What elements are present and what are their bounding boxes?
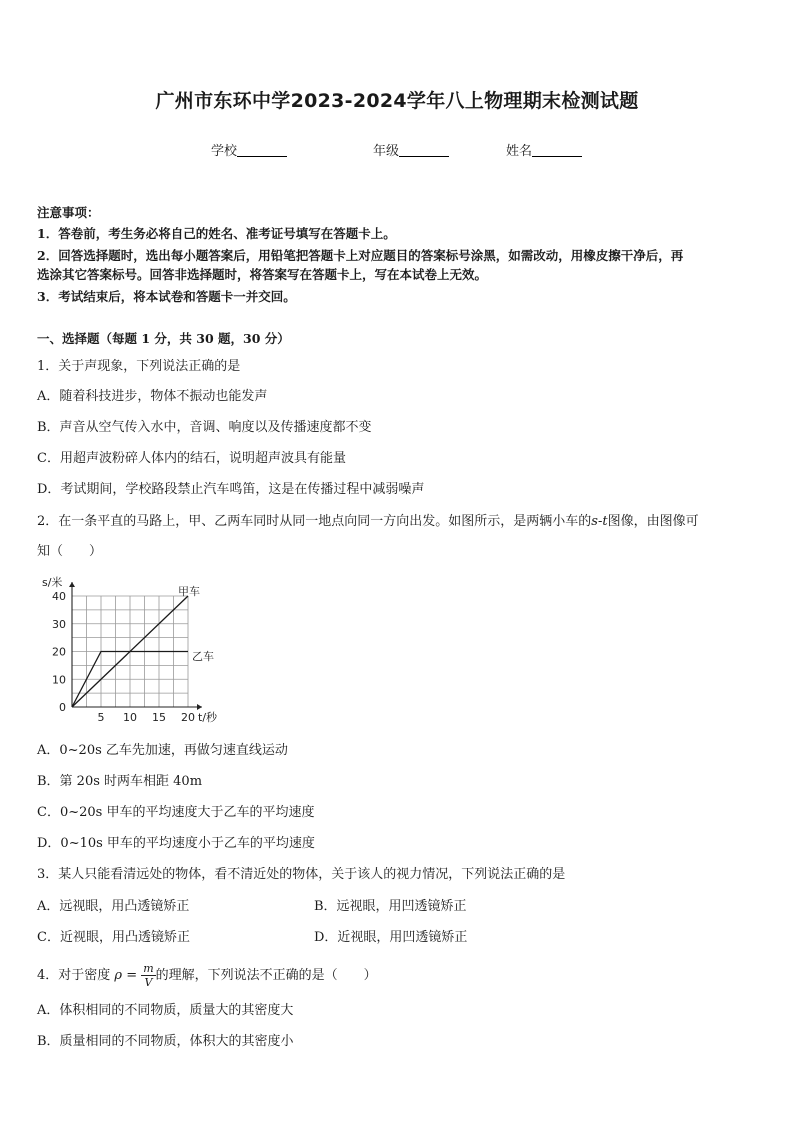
q4-option-a[interactable]: A．体积相同的不同物质，质量大的其密度大 (37, 1003, 294, 1018)
section-heading: 一、选择题（每题 1 分，共 30 题，30 分） (37, 331, 290, 346)
grade-label: 年级 (373, 144, 400, 159)
notes-item: 2．回答选择题时，选出每小题答案后，用铅笔把答题卡上对应题目的答案标号涂黑，如需改动，用橡皮擦干净后，再 (37, 248, 684, 263)
q1-option-b[interactable]: B．声音从空气传入水中，音调、响度以及传播速度都不变 (37, 420, 372, 435)
st-graph (36, 574, 236, 729)
q2-option-c[interactable]: C．0~20s 甲车的平均速度大于乙车的平均速度 (37, 805, 315, 820)
q2-stem-cont: 知（ ） (37, 544, 103, 559)
q4-stem (37, 962, 377, 989)
q3-option-d[interactable]: D．近视眼，用凹透镜矫正 (314, 930, 468, 945)
name-label: 姓名 (506, 144, 533, 159)
name-field (506, 140, 582, 159)
y-tick-label: 40 (52, 590, 66, 603)
q1-option-d[interactable]: D．考试期间，学校路段禁止汽车鸣笛，这是在传播过程中减弱噪声 (37, 482, 425, 497)
y-axis-label: s/米 (42, 576, 63, 589)
series-label-jia: 甲车 (178, 585, 200, 598)
q1-stem: 1．关于声现象，下列说法正确的是 (37, 359, 241, 374)
y-tick-label: 10 (52, 673, 66, 687)
y-axis-arrow (69, 582, 75, 587)
q3-stem: 3．某人只能看清远处的物体，看不清近处的物体，关于该人的视力情况，下列说法正确的是 (37, 867, 566, 882)
q3-option-a[interactable]: A．远视眼，用凸透镜矫正 (37, 899, 190, 914)
q3-option-c[interactable]: C．近视眼，用凸透镜矫正 (37, 930, 190, 945)
y-tick-label: 0 (59, 701, 66, 714)
q3-option-b[interactable]: B．远视眼，用凹透镜矫正 (314, 899, 467, 914)
notes-item: 选涂其它答案标号。回答非选择题时，将答案写在答题卡上，写在本试卷上无效。 (37, 267, 488, 282)
q2-stem-text: 2．在一条平直的马路上，甲、乙两车同时从同一地点向同一方向出发。如图所示，是两辆小车的 (37, 514, 592, 529)
q4-stem-suffix: 的理解，下列说法不正确的是（ ） (155, 968, 377, 983)
notes-item: 3．考试结束后，将本试卷和答题卡一并交回。 (37, 289, 296, 304)
fraction-numerator: m (143, 962, 154, 975)
q2-st-variable: s-t (591, 514, 608, 529)
x-axis-arrow (197, 704, 202, 710)
x-tick-label: 15 (152, 711, 166, 724)
q2-option-a[interactable]: A．0~20s 乙车先加速，再做匀速直线运动 (37, 743, 288, 758)
grade-blank[interactable] (399, 142, 449, 157)
school-blank[interactable] (237, 142, 287, 157)
q4-option-b[interactable]: B．质量相同的不同物质，体积大的其密度小 (37, 1034, 294, 1049)
density-symbol: ρ = (114, 968, 138, 983)
page-title: 广州市东环中学2023-2024学年八上物理期末检测试题 (155, 90, 639, 112)
x-axis-label: t/秒 (198, 711, 218, 724)
q2-option-d[interactable]: D．0~10s 甲车的平均速度小于乙车的平均速度 (37, 836, 315, 851)
q2-option-b[interactable]: B．第 20s 时两车相距 40m (37, 774, 203, 789)
notes-heading: 注意事项： (37, 205, 100, 220)
q1-option-c[interactable]: C．用超声波粉碎人体内的结石，说明超声波具有能量 (37, 451, 346, 466)
density-fraction (141, 962, 155, 989)
fraction-denominator: V (144, 976, 153, 989)
notes-item: 1．答卷前，考生务必将自己的姓名、准考证号填写在答题卡上。 (37, 226, 396, 241)
x-tick-label: 20 (181, 711, 195, 724)
q2-stem-text-end: 图像，由图像可 (607, 514, 699, 529)
q1-option-a[interactable]: A．随着科技进步，物体不振动也能发声 (37, 389, 268, 404)
y-tick-label: 30 (52, 617, 66, 631)
x-tick-label: 5 (97, 711, 105, 724)
grade-field (373, 140, 449, 159)
series-label-yi: 乙车 (192, 650, 214, 663)
school-label: 学校 (211, 144, 238, 159)
x-tick-label: 10 (123, 711, 137, 724)
school-field (211, 140, 287, 159)
name-blank[interactable] (532, 142, 582, 157)
q4-stem-prefix: 4．对于密度 (37, 968, 111, 983)
y-tick-label: 20 (52, 645, 66, 659)
q2-stem (37, 510, 699, 529)
